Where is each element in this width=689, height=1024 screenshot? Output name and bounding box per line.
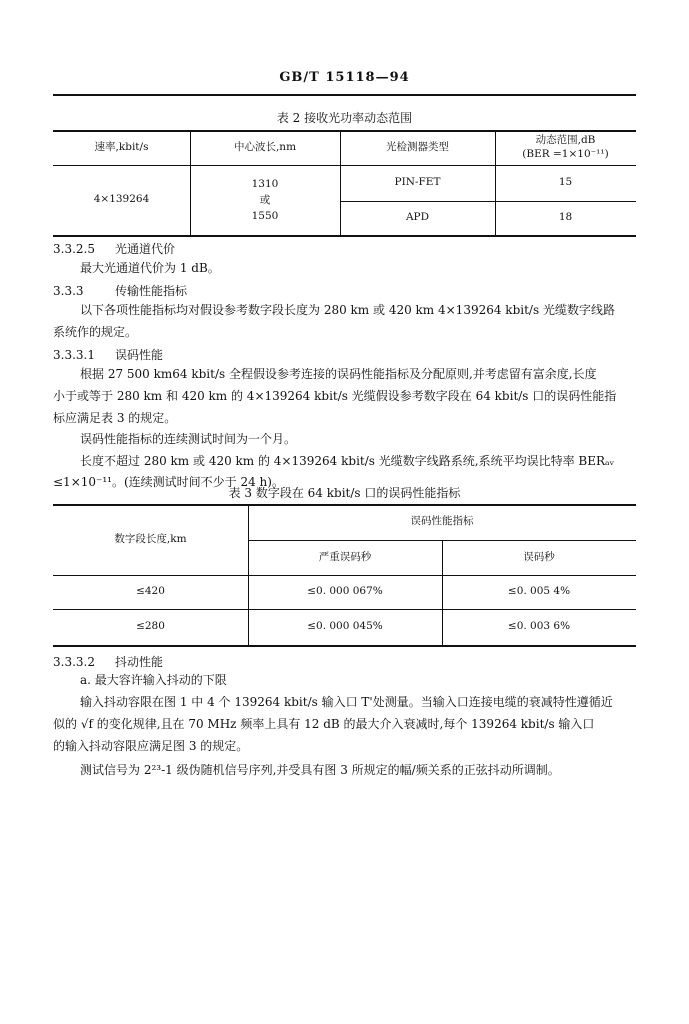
- list-item-a: a. 最大容许输入抖动的下限: [80, 673, 227, 687]
- section-3-3-2-5-heading: [53, 240, 175, 257]
- paragraph-line: 的输入抖动容限应满足图 3 的规定。: [53, 739, 249, 753]
- header-rule: [53, 94, 636, 96]
- section-title: 传输性能指标: [115, 284, 188, 298]
- table3-length-420: ≤420: [136, 585, 165, 598]
- paragraph-line: 长度不超过 280 km 或 420 km 的 4×139264 kbit/s 光缆数字线路系统,系统平均误比特率 BERₐᵥ: [80, 454, 615, 468]
- table3-header-group: 误码性能指标: [410, 515, 474, 528]
- table2-header-range-ber: (BER =1×10⁻¹¹): [522, 147, 609, 160]
- table2-wavelength-1550: 1550: [251, 210, 279, 223]
- table3-es-420: ≤0. 005 4%: [507, 585, 571, 598]
- table2-header-range-label: 动态范围,dB: [535, 133, 596, 146]
- paragraph-line: 测试信号为 2²³-1 级伪随机信号序列,并受具有图 3 所规定的幅/频关系的正弦抖动所调制。: [80, 763, 560, 777]
- paragraph-line: ≤1×10⁻¹¹。(连续测试时间不少于 24 h)。: [53, 475, 284, 489]
- table2-bottom-rule: [53, 235, 636, 237]
- section-number: 3.3.3.1: [53, 348, 95, 362]
- table2-detector-pinfet: PIN-FET: [394, 176, 441, 189]
- paragraph-line: 输入抖动容限在图 1 中 4 个 139264 kbit/s 输入口 T'处测量。当输入口连接电缆的衰减特性遵循近: [80, 695, 613, 709]
- paragraph: 最大光通道代价为 1 dB。: [80, 261, 220, 275]
- table2-rate: 4×139264: [93, 193, 150, 206]
- table3-bottom-rule: [53, 645, 636, 647]
- paragraph-line: 误码性能指标的连续测试时间为一个月。: [80, 432, 297, 446]
- table2-header-detector: 光检测器类型: [386, 140, 449, 153]
- document-header: GB/T 15118—94: [279, 70, 410, 85]
- paragraph-line: 以下各项性能指标均对假设参考数字段长度为 280 km 或 420 km 4×139264 kbit/s 光缆数字线路: [80, 303, 615, 317]
- table3-header-ses: 严重误码秒: [318, 550, 372, 563]
- table3-es-280: ≤0. 003 6%: [507, 620, 571, 633]
- table2-header-wavelength: 中心波长,nm: [233, 140, 297, 153]
- table3-length-280: ≤280: [136, 620, 165, 633]
- paragraph-line: 根据 27 500 km64 kbit/s 全程假设参考连接的误码性能指标及分配原则,并考虑留有富余度,长度: [80, 367, 597, 381]
- paragraph-line: 系统作的规定。: [53, 325, 138, 339]
- paragraph-line: 标应满足表 3 的规定。: [53, 411, 177, 425]
- section-3-3-3-2-heading: [53, 653, 163, 670]
- table2-detector-apd: APD: [405, 211, 430, 224]
- section-number: 3.3.2.5: [53, 242, 95, 256]
- table2-range-apd: 18: [558, 211, 573, 224]
- section-title: 光通道代价: [115, 242, 176, 256]
- section-number: 3.3.3.2: [53, 655, 95, 669]
- table3-ses-420: ≤0. 000 067%: [307, 585, 383, 598]
- table3-caption: 表 3 数字段在 64 kbit/s 口的误码性能指标: [228, 486, 461, 500]
- table3-header-es: 误码秒: [523, 550, 555, 563]
- section-title: 误码性能: [115, 348, 164, 362]
- table2-header-range: [495, 130, 636, 165]
- paragraph-line: 似的 √f 的变化规律,且在 70 MHz 频率上具有 12 dB 的最大介入衰减时,每个 139264 kbit/s 输入口: [53, 717, 595, 731]
- table2-wavelength: [190, 165, 340, 235]
- table2-wavelength-or: 或: [259, 193, 271, 206]
- table3-ses-280: ≤0. 000 045%: [307, 620, 383, 633]
- section-number: 3.3.3: [53, 284, 84, 298]
- section-3-3-3-heading: [53, 282, 187, 299]
- section-3-3-3-1-heading: [53, 346, 163, 363]
- table2-wavelength-1310: 1310: [251, 177, 279, 190]
- table2-caption: 表 2 接收光功率动态范围: [276, 111, 413, 125]
- table3-header-length: 数字段长度,km: [114, 532, 187, 545]
- table2-range-pinfet: 15: [558, 176, 573, 189]
- paragraph-line: 小于或等于 280 km 和 420 km 的 4×139264 kbit/s 光缆假设参考数字段在 64 kbit/s 口的误码性能指: [53, 389, 617, 403]
- section-title: 抖动性能: [115, 655, 164, 669]
- table2-header-rate: 速率,kbit/s: [94, 140, 149, 153]
